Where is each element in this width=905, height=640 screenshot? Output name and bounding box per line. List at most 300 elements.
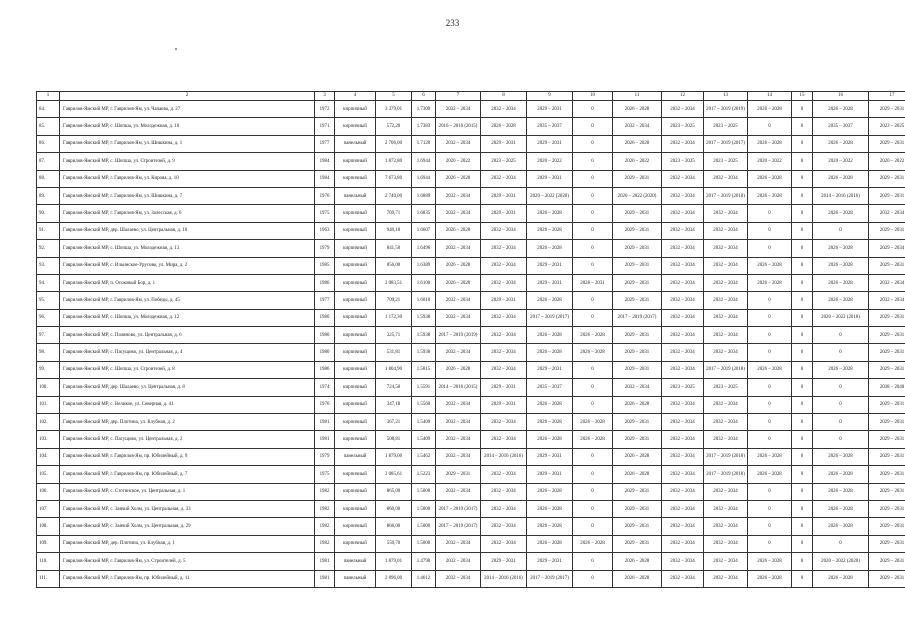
table-cell: 709,21 <box>376 292 412 309</box>
table-cell: 2032 – 2034 <box>662 327 704 344</box>
table-cell: 0 <box>792 292 813 309</box>
table-row <box>37 535 905 552</box>
table-cell: 0 <box>573 309 613 326</box>
column-header: 15 <box>792 92 813 101</box>
table-cell: 2026 – 2028 <box>813 570 869 587</box>
table-cell: 2026 – 2028 <box>748 274 792 291</box>
table-row <box>37 309 905 326</box>
table-cell: 2023 – 2025 <box>662 153 704 170</box>
table-cell: 107. <box>37 500 60 517</box>
table-cell: 2017 – 2019 (2017) <box>436 518 481 535</box>
table-cell: 2023 – 2025 <box>704 153 748 170</box>
table-cell: 0 <box>792 553 813 570</box>
table-header-row <box>37 92 905 101</box>
table-row <box>37 448 905 465</box>
table-row <box>37 222 905 239</box>
table-cell: 2032 – 2034 <box>704 327 748 344</box>
table-cell: 2026 – 2028 <box>813 500 869 517</box>
column-header: 1 <box>37 92 60 101</box>
table-cell: 2029 – 2031 <box>527 361 573 378</box>
table-cell: кирпичный <box>335 466 376 483</box>
table-cell: 2023 – 2025 <box>481 153 527 170</box>
table-cell: 2017 – 2019 (2018) <box>704 466 748 483</box>
table-cell: 0 <box>573 466 613 483</box>
table-cell: Гаврилов-Ямский МР, с. Шопша, ул. Молодежная, д. 12 <box>60 309 315 326</box>
table-cell: 769,71 <box>376 205 412 222</box>
column-header: 3 <box>315 92 335 101</box>
table-cell: 1.5000 <box>412 518 436 535</box>
table-cell: 2032 – 2034 <box>481 327 527 344</box>
table-cell: 0 <box>792 309 813 326</box>
table-cell: 2032 – 2034 <box>662 205 704 222</box>
table-cell: 2026 – 2028 <box>527 483 573 500</box>
table-cell: 2026 – 2028 <box>481 118 527 135</box>
table-cell: 0 <box>792 170 813 187</box>
table-cell: Гаврилов-Ямский МР, с. Заячий Холм, ул. Центральная, д. 29 <box>60 518 315 535</box>
table-cell: 2017 – 2019 (2018) <box>704 361 748 378</box>
table-row <box>37 153 905 170</box>
table-cell: Гаврилов-Ямский МР, г. Гаврилов-Ям, ул. Чапаева, д. 27 <box>60 101 315 118</box>
table-cell: кирпичный <box>335 309 376 326</box>
table-cell: 2032 – 2034 <box>704 292 748 309</box>
table-cell: 2032 – 2034 <box>869 274 905 291</box>
table-cell: 2032 – 2034 <box>662 309 704 326</box>
table-cell: 2032 – 2034 <box>704 518 748 535</box>
table-cell: 1 879,01 <box>376 553 412 570</box>
table-cell: 2026 – 2028 <box>813 466 869 483</box>
table-cell: 1.5560 <box>412 396 436 413</box>
table-cell: панельный <box>335 570 376 587</box>
table-cell: 2029 – 2031 <box>613 518 662 535</box>
table-cell: 2014 – 2016 (2016) <box>813 187 869 204</box>
table-cell: 2016 – 2016 (2015) <box>436 118 481 135</box>
table-cell: 2026 – 2028 <box>436 257 481 274</box>
table-cell: 2032 – 2034 <box>704 257 748 274</box>
table-cell: 2032 – 2034 <box>613 379 662 396</box>
table-cell: 86. <box>37 135 60 152</box>
table-cell: 2026 – 2028 <box>527 240 573 257</box>
table-cell: 2026 – 2028 <box>527 431 573 448</box>
table-cell: Гаврилов-Ямский МР, г. Гаврилов-Ям, ул. Победы, д. 45 <box>60 292 315 309</box>
table-cell: 1982 <box>315 518 335 535</box>
table-cell: 2026 – 2028 <box>527 327 573 344</box>
table-cell: Гаврилов-Ямский МР, дер. Шалаево, ул. Центральная, д. 10 <box>60 222 315 239</box>
table-cell: 0 <box>792 535 813 552</box>
table-cell: 103. <box>37 431 60 448</box>
table-cell: 97. <box>37 327 60 344</box>
table-cell: 1 172,30 <box>376 309 412 326</box>
table-cell: 2032 – 2034 <box>436 205 481 222</box>
table-cell: 2032 – 2034 <box>436 431 481 448</box>
table-cell: 2035 – 2037 <box>527 379 573 396</box>
table-cell: 2020 – 2022 <box>527 153 573 170</box>
table-cell: 1.4790 <box>412 553 436 570</box>
table-cell: 2017 – 2019 (2018) <box>704 187 748 204</box>
table-cell: 2026 – 2028 <box>573 535 613 552</box>
table-cell: 2029 – 2031 <box>613 535 662 552</box>
table-cell: 2032 – 2034 <box>704 500 748 517</box>
table-cell: 102. <box>37 414 60 431</box>
table-cell: 2029 – 2031 <box>613 431 662 448</box>
table-cell: 2029 – 2031 <box>527 274 573 291</box>
table-cell: 2032 – 2034 <box>662 448 704 465</box>
table-cell: 2 740,00 <box>376 187 412 204</box>
table-cell: 1.5462 <box>412 448 436 465</box>
table-cell: 531,81 <box>376 344 412 361</box>
table-cell: 2026 – 2028 <box>527 344 573 361</box>
table-cell: 2017 – 2019 (2017) <box>704 135 748 152</box>
table-cell: 2 085,61 <box>376 466 412 483</box>
table-cell: кирпичный <box>335 101 376 118</box>
table-cell: 2032 – 2034 <box>481 344 527 361</box>
table-cell: панельный <box>335 448 376 465</box>
table-cell: 2017 – 2019 (2017) <box>527 309 573 326</box>
table-cell: 2026 – 2028 <box>748 448 792 465</box>
table-cell: 2026 – 2028 <box>573 327 613 344</box>
table-cell: 0 <box>813 379 869 396</box>
table-cell: 2032 – 2034 <box>481 170 527 187</box>
table-cell: 1.5409 <box>412 414 436 431</box>
table-cell: 2029 – 2031 <box>869 361 905 378</box>
table-cell: 2029 – 2031 <box>613 500 662 517</box>
column-header: 10 <box>573 92 613 101</box>
table-cell: 1980 <box>315 327 335 344</box>
table-cell: 0 <box>792 205 813 222</box>
table-cell: 2023 – 2025 <box>662 118 704 135</box>
table-cell: 2026 – 2028 <box>527 414 573 431</box>
table-cell: 2032 – 2034 <box>704 553 748 570</box>
table-cell: Гаврилов-Ямский МР, г. Гаврилов-Ям, пр. Юбилейный, д. 9 <box>60 448 315 465</box>
table-cell: Гаврилов-Ямский МР, г. Гаврилов-Ям, пр. Юбилейный, д. 7 <box>60 466 315 483</box>
table-cell: 0 <box>792 483 813 500</box>
table-cell: 2029 – 2031 <box>613 361 662 378</box>
table-cell: 87. <box>37 153 60 170</box>
table-cell: кирпичный <box>335 118 376 135</box>
table-cell: 0 <box>573 222 613 239</box>
table-cell: 2026 – 2028 <box>813 274 869 291</box>
table-cell: 1.6835 <box>412 205 436 222</box>
table-cell: 2029 – 2031 <box>527 466 573 483</box>
column-header: 5 <box>376 92 412 101</box>
table-row <box>37 553 905 570</box>
table-cell: 2026 – 2028 <box>527 396 573 413</box>
table-cell: 2032 – 2034 <box>436 187 481 204</box>
table-cell: 2026 – 2028 <box>813 170 869 187</box>
table-cell: 0 <box>573 553 613 570</box>
table-cell: 0 <box>792 101 813 118</box>
table-cell: 2026 – 2028 <box>613 396 662 413</box>
table-row <box>37 396 905 413</box>
table-cell: 95. <box>37 292 60 309</box>
table-cell: 1979 <box>315 448 335 465</box>
table-cell: Гаврилов-Ямский МР, с. Ильинское-Урусово, ул. Мира, д. 2 <box>60 257 315 274</box>
table-cell: 2026 – 2028 <box>813 518 869 535</box>
table-cell: 2026 – 2028 <box>613 135 662 152</box>
table-cell: 2038 – 2040 <box>869 379 905 396</box>
table-cell: 2029 – 2031 <box>869 396 905 413</box>
table-cell: 2032 – 2034 <box>704 309 748 326</box>
table-cell: 2029 – 2031 <box>869 187 905 204</box>
table-cell: 2029 – 2031 <box>613 170 662 187</box>
table-cell: 0 <box>573 500 613 517</box>
table-cell: 0 <box>748 379 792 396</box>
table-cell: 2026 – 2028 <box>813 135 869 152</box>
table-cell: кирпичный <box>335 274 376 291</box>
table-cell: 2020 – 2022 <box>613 153 662 170</box>
table-cell: 1.6389 <box>412 257 436 274</box>
table-cell: 0 <box>792 257 813 274</box>
table-cell: 0 <box>573 135 613 152</box>
table-cell: 2032 – 2034 <box>436 101 481 118</box>
table-cell: 0 <box>748 118 792 135</box>
table-cell: 0 <box>573 170 613 187</box>
table-cell: кирпичный <box>335 500 376 517</box>
table-cell: 0 <box>573 118 613 135</box>
table-cell: кирпичный <box>335 379 376 396</box>
table-cell: Гаврилов-Ямский МР, дер. Шалаево, ул. Центральная, д. 8 <box>60 379 315 396</box>
table-cell: 2029 – 2031 <box>869 170 905 187</box>
table-cell: 2032 – 2034 <box>436 535 481 552</box>
table-cell: 1986 <box>315 274 335 291</box>
table-cell: 2032 – 2034 <box>869 205 905 222</box>
table-cell: 550,70 <box>376 535 412 552</box>
table-cell: 2029 – 2031 <box>869 327 905 344</box>
table-cell: 2032 – 2034 <box>704 570 748 587</box>
table-cell: 2014 – 2016 (2016) <box>481 570 527 587</box>
table-cell: 2029 – 2031 <box>527 135 573 152</box>
table-cell: 7 673,80 <box>376 170 412 187</box>
table-cell: 1.7120 <box>412 135 436 152</box>
table-cell: 2029 – 2034 <box>869 240 905 257</box>
table-cell: 1.6944 <box>412 170 436 187</box>
table-cell: 0 <box>792 379 813 396</box>
table-cell: 940,10 <box>376 222 412 239</box>
table-cell: 1980 <box>315 309 335 326</box>
table-cell: 2032 – 2034 <box>481 466 527 483</box>
table-row <box>37 518 905 535</box>
table-cell: 0 <box>573 257 613 274</box>
table-cell: 2029 – 2031 <box>869 448 905 465</box>
table-cell: 2032 – 2034 <box>704 170 748 187</box>
table-cell: 104. <box>37 448 60 465</box>
table-cell: 2026 – 2028 <box>436 170 481 187</box>
table-cell: 0 <box>573 379 613 396</box>
table-cell: 2026 – 2028 <box>573 431 613 448</box>
table-cell: 84. <box>37 101 60 118</box>
table-cell: 2032 – 2034 <box>662 135 704 152</box>
scan-speck <box>175 48 177 50</box>
table-cell: 2035 – 2037 <box>813 118 869 135</box>
table-cell: 2020 – 2022 <box>813 153 869 170</box>
table-cell: 2 896,00 <box>376 570 412 587</box>
table-cell: 2032 – 2034 <box>662 414 704 431</box>
table-cell: 2032 – 2034 <box>662 101 704 118</box>
table-cell: 0 <box>748 222 792 239</box>
table-cell: 100. <box>37 379 60 396</box>
table-cell: 2032 – 2034 <box>662 292 704 309</box>
table-cell: кирпичный <box>335 361 376 378</box>
table-cell: 96. <box>37 309 60 326</box>
table-cell: 0 <box>573 153 613 170</box>
table-cell: 2032 – 2034 <box>704 535 748 552</box>
table-cell: 2032 – 2034 <box>704 396 748 413</box>
table-cell: 841,50 <box>376 240 412 257</box>
table-cell: 2029 – 2031 <box>869 257 905 274</box>
table-cell: 0 <box>573 361 613 378</box>
table-cell: 2029 – 2031 <box>869 309 905 326</box>
table-cell: 2028 – 2031 <box>573 274 613 291</box>
table-cell: 2032 – 2034 <box>704 344 748 361</box>
table-cell: 1982 <box>315 483 335 500</box>
table-cell: 2026 – 2028 <box>436 361 481 378</box>
table-cell: 0 <box>792 240 813 257</box>
table-cell: 860,00 <box>376 500 412 517</box>
table-cell: 2032 – 2034 <box>481 101 527 118</box>
table-cell: кирпичный <box>335 414 376 431</box>
table-cell: 1982 <box>315 500 335 517</box>
table-cell: панельный <box>335 553 376 570</box>
table-cell: 2020 – 2022 (2018) <box>813 309 869 326</box>
table-cell: 1971 <box>315 118 335 135</box>
table-row <box>37 414 905 431</box>
table-cell: 2032 – 2034 <box>662 518 704 535</box>
table-cell: 2029 – 2031 <box>613 205 662 222</box>
table-cell: 1.5938 <box>412 309 436 326</box>
column-header: 17 <box>869 92 905 101</box>
table-cell: 1 879,00 <box>376 448 412 465</box>
table-cell: 2026 – 2028 <box>813 448 869 465</box>
table-cell: 0 <box>573 292 613 309</box>
table-cell: 3 379,01 <box>376 101 412 118</box>
table-cell: 106. <box>37 483 60 500</box>
table-cell: 2032 – 2034 <box>481 257 527 274</box>
table-row <box>37 466 905 483</box>
table-cell: кирпичный <box>335 518 376 535</box>
table-cell: 2029 – 2031 <box>481 553 527 570</box>
table-cell: 2026 – 2028 <box>813 361 869 378</box>
table-cell: 2032 – 2034 <box>662 500 704 517</box>
table-cell: 2032 – 2034 <box>662 361 704 378</box>
table-row <box>37 257 905 274</box>
table-cell: 2029 – 2031 <box>613 222 662 239</box>
table-row <box>37 431 905 448</box>
table-cell: 2029 – 2031 <box>481 205 527 222</box>
table-cell: 2032 – 2034 <box>436 292 481 309</box>
table-cell: 2029 – 2031 <box>869 466 905 483</box>
table-cell: 2032 – 2034 <box>662 240 704 257</box>
table-cell: 0 <box>792 222 813 239</box>
table-cell: 2032 – 2034 <box>481 240 527 257</box>
table-cell: 0 <box>748 431 792 448</box>
table-cell: 90. <box>37 205 60 222</box>
table-cell: 2032 – 2034 <box>704 414 748 431</box>
table-cell: Гаврилов-Ямский МР, дер. Плотина, ул. Клубная, д. 2 <box>60 414 315 431</box>
table-cell: 0 <box>573 518 613 535</box>
table-cell: 2026 – 2028 <box>813 205 869 222</box>
table-cell: 2026 – 2028 <box>527 292 573 309</box>
table-row <box>37 500 905 517</box>
table-cell: 0 <box>573 205 613 222</box>
table-cell: 0 <box>792 570 813 587</box>
table-cell: Гаврилов-Ямский МР, с. Пасущово, ул. Центральная, д. 2 <box>60 431 315 448</box>
table-cell: 1 804,90 <box>376 361 412 378</box>
table-cell: кирпичный <box>335 431 376 448</box>
table-cell: 2029 – 2031 <box>527 448 573 465</box>
table-cell: 0 <box>573 101 613 118</box>
table-cell: Гаврилов-Ямский МР, с. Поляново, ул. Центральная, д. 6 <box>60 327 315 344</box>
table-cell: 2026 – 2028 <box>813 240 869 257</box>
table-cell: 0 <box>748 205 792 222</box>
table-cell: Гаврилов-Ямский МР, п. Осоковый Бор, д. 1 <box>60 274 315 291</box>
table-cell: 2020 – 2022 (2020) <box>527 187 573 204</box>
table-cell: 89. <box>37 187 60 204</box>
table-row <box>37 483 905 500</box>
table-cell: 99. <box>37 361 60 378</box>
table-cell: 2020 – 2022 (2020) <box>813 553 869 570</box>
table-cell: 2032 – 2034 <box>481 500 527 517</box>
table-cell: 2017 – 2019 (2017) <box>527 570 573 587</box>
table-cell: 2032 – 2034 <box>662 222 704 239</box>
table-cell: 0 <box>748 309 792 326</box>
table-cell: 2026 – 2028 <box>748 135 792 152</box>
table-cell: 2029 – 2031 <box>481 187 527 204</box>
table-cell: 2029 – 2031 <box>481 396 527 413</box>
table-cell: Гаврилов-Ямский МР, г. Гаврилов-Ям, ул. Залесская, д. 6 <box>60 205 315 222</box>
table-cell: 2032 – 2034 <box>436 240 481 257</box>
table-cell: 0 <box>813 414 869 431</box>
table-cell: 93. <box>37 257 60 274</box>
column-header: 14 <box>748 92 792 101</box>
table-cell: 2020 – 2022 <box>748 153 792 170</box>
table-cell: 367,21 <box>376 414 412 431</box>
table-cell: 2032 – 2034 <box>436 414 481 431</box>
table-cell: панельный <box>335 135 376 152</box>
table-cell: 2032 – 2034 <box>662 170 704 187</box>
table-cell: 2029 – 2031 <box>869 570 905 587</box>
table-cell: 2029 – 2031 <box>869 483 905 500</box>
table-cell: 2032 – 2034 <box>704 274 748 291</box>
table-cell: 1980 <box>315 344 335 361</box>
table-cell: 1.5815 <box>412 361 436 378</box>
table-cell: кирпичный <box>335 170 376 187</box>
table-cell: 2029 – 2031 <box>869 101 905 118</box>
table-row <box>37 274 905 291</box>
table-cell: Гаврилов-Ямский МР, с. Пасущово, ул. Центральная, д. 4 <box>60 344 315 361</box>
table-cell: 2032 – 2034 <box>662 187 704 204</box>
table-cell: 0 <box>573 187 613 204</box>
table-cell: 1976 <box>315 187 335 204</box>
table-cell: 1.5938 <box>412 327 436 344</box>
table-cell: 1981 <box>315 553 335 570</box>
table-cell: 0 <box>748 483 792 500</box>
table-cell: 1 872,80 <box>376 153 412 170</box>
table-cell: 92. <box>37 240 60 257</box>
table-cell: 2026 – 2028 <box>527 535 573 552</box>
table-cell: 2029 – 2031 <box>869 553 905 570</box>
table-cell: панельный <box>335 187 376 204</box>
table-cell: 2014 – 2016 (2016) <box>481 448 527 465</box>
table-cell: 2029 – 2031 <box>869 535 905 552</box>
table-cell: 2026 – 2028 <box>748 170 792 187</box>
column-header: 4 <box>335 92 376 101</box>
table-cell: 0 <box>813 431 869 448</box>
column-header: 2 <box>60 92 315 101</box>
table-cell: 2029 – 2031 <box>436 466 481 483</box>
table-cell: 572,20 <box>376 118 412 135</box>
table-cell: 2029 – 2031 <box>613 257 662 274</box>
table-cell: 0 <box>573 483 613 500</box>
table-cell: Гаврилов-Ямский МР, г. Гаврилов-Ям, ул. Шишкина, д. 7 <box>60 187 315 204</box>
